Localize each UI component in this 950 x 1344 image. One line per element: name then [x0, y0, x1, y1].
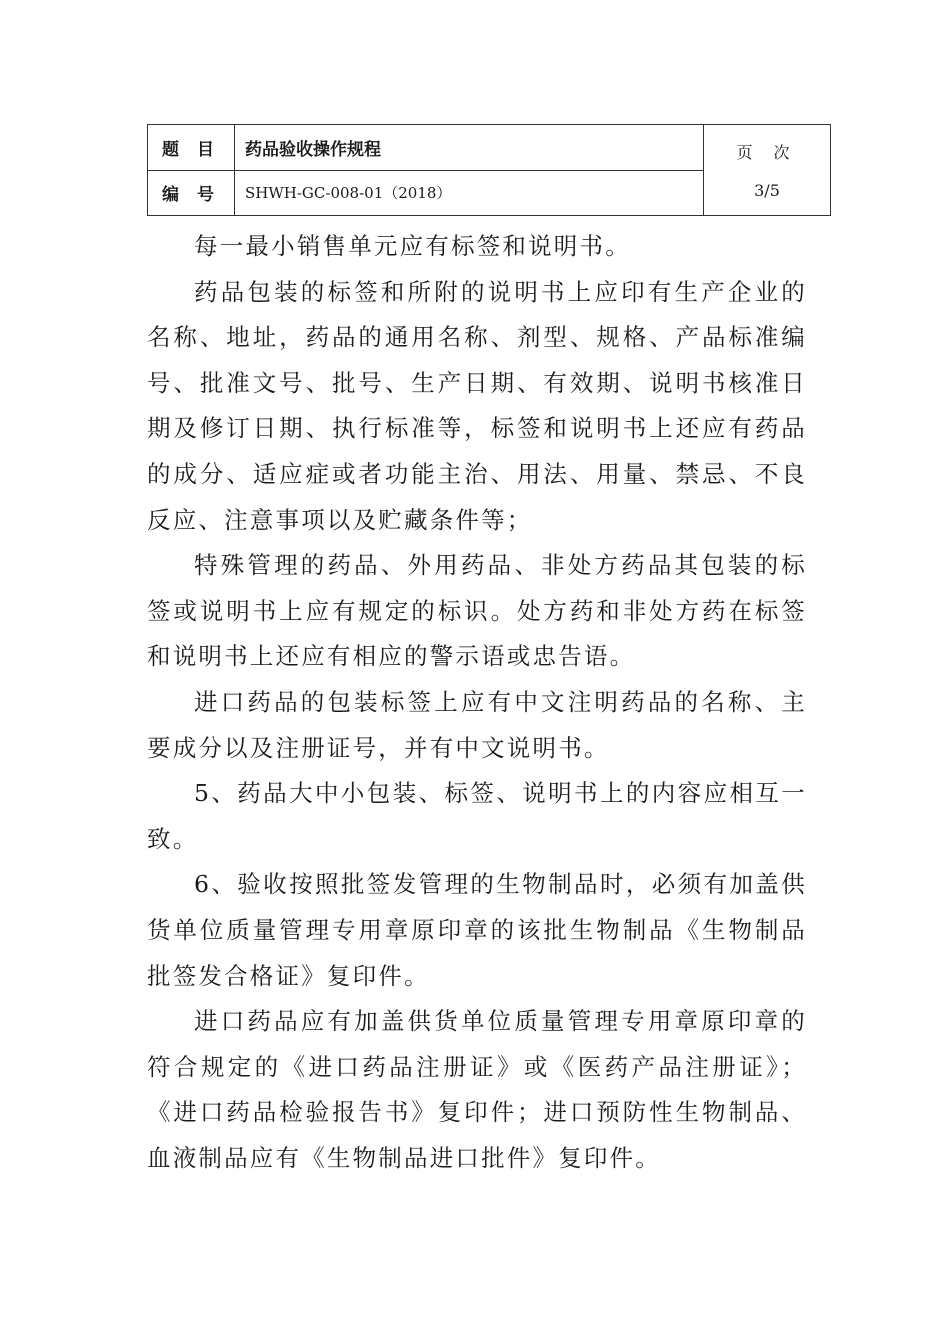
paragraph-1: 每一最小销售单元应有标签和说明书。: [194, 232, 631, 260]
paragraph-3: 特殊管理的药品、外用药品、非处方药品其包装的标签或说明书上应有规定的标识。处方药和非处方药在标签和说明书上还应有相应的警示语或忠告语。: [147, 551, 807, 671]
title-label: 题 目: [148, 125, 235, 171]
paragraph-7: 进口药品应有加盖供货单位质量管理专用章原印章的符合规定的《进口药品注册证》或《医药产品注册证》；《进口药品检验报告书》复印件；进口预防性生物制品、血液制品应有《生物制品进口批件》复印件。: [147, 1007, 807, 1172]
header-row-title: [148, 125, 831, 171]
code-value: SHWH-GC-008-01（2018）: [235, 170, 704, 216]
page-value: 3/5: [754, 181, 780, 200]
paragraph-4: 进口药品的包装标签上应有中文注明药品的名称、主要成分以及注册证号，并有中文说明书。: [147, 687, 807, 762]
paragraph-5: 5、药品大中小包装、标签、说明书上的内容应相互一致。: [147, 779, 807, 853]
code-label: 编 号: [148, 170, 235, 216]
page-cell: [704, 125, 831, 216]
title-value: 药品验收操作规程: [235, 125, 704, 171]
document-body: [147, 224, 807, 1181]
paragraph-6: 6、验收按照批签发管理的生物制品时，必须有加盖供货单位质量管理专用章原印章的该批生物制品《生物制品批签发合格证》复印件。: [147, 870, 807, 990]
document-header-table: [147, 124, 831, 216]
paragraph-2: 药品包装的标签和所附的说明书上应印有生产企业的名称、地址，药品的通用名称、剂型、规格、产品标准编号、批准文号、批号、生产日期、有效期、说明书核准日期及修订日期、执行标准等，标签和说明书上还应有药品的成分、适应症或者功能主治、用法、用量、禁忌、不良反应、注意事项以及贮藏条件等；: [147, 277, 807, 534]
page-label: 页 次: [736, 143, 798, 162]
